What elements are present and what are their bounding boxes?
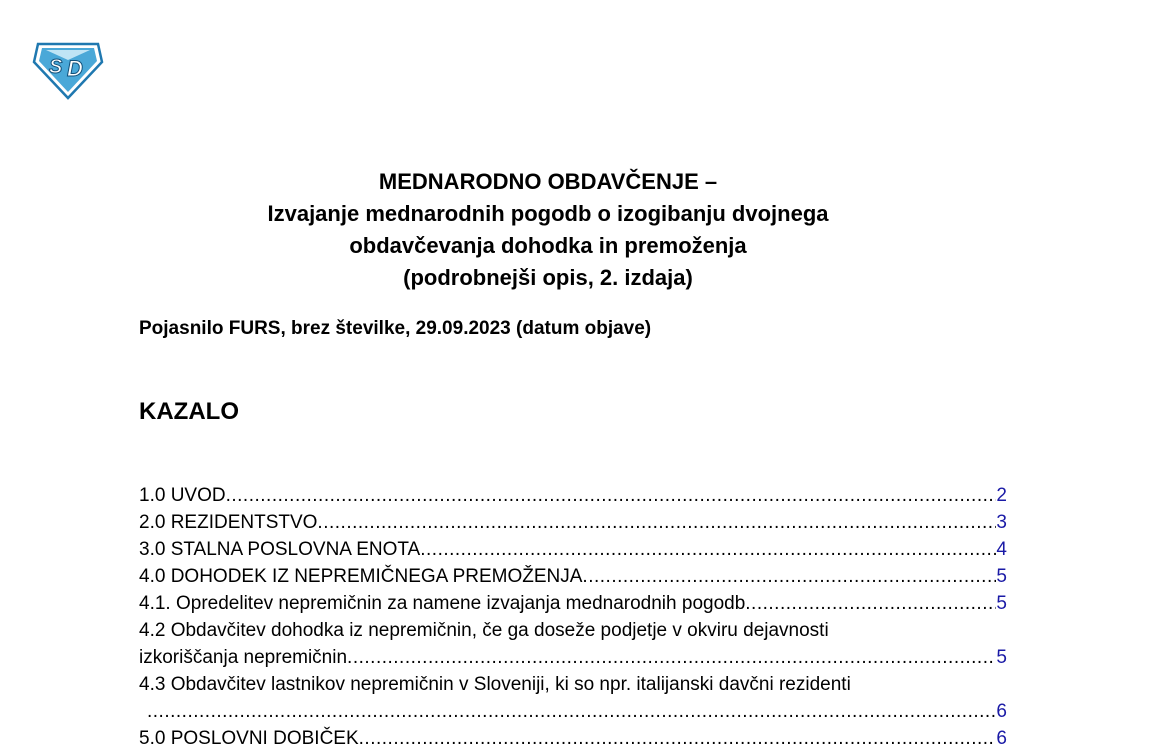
toc-item-obdavcitev-lastnikov[interactable] bbox=[139, 698, 1007, 725]
toc-item-label: 4.1. Opredelitev nepremičnin za namene izvajanja mednarodnih pogodb bbox=[139, 593, 746, 614]
toc-item-obdavcitev-dohodka[interactable] bbox=[139, 644, 1007, 671]
toc-item-poslovni-dobicek[interactable] bbox=[139, 725, 1007, 752]
toc-page-number[interactable]: 5 bbox=[996, 593, 1007, 614]
table-of-contents bbox=[139, 482, 1007, 752]
source-note: Pojasnilo FURS, brez številke, 29.09.2023 (datum objave) bbox=[139, 318, 652, 339]
toc-page-number[interactable]: 5 bbox=[996, 566, 1007, 587]
toc-page-number[interactable]: 2 bbox=[996, 485, 1007, 506]
diamond-logo-icon bbox=[32, 40, 104, 100]
toc-item-label: 2.0 REZIDENTSTVO bbox=[139, 512, 318, 533]
toc-leader bbox=[147, 698, 996, 725]
toc-leader bbox=[582, 563, 996, 590]
toc-leader bbox=[420, 536, 996, 563]
toc-leader bbox=[745, 590, 996, 617]
toc-item-uvod[interactable] bbox=[139, 482, 1007, 509]
toc-item-label: 1.0 UVOD bbox=[139, 485, 226, 506]
toc-item-obdavcitev-lastnikov-line1[interactable]: 4.3 Obdavčitev lastnikov nepremičnin v Sloveniji, ki so npr. italijanski davčni rezidenti bbox=[139, 674, 851, 695]
toc-item-dohodek-nepremicnega[interactable] bbox=[139, 563, 1007, 590]
title-line-2: Izvajanje mednarodnih pogodb o izogibanju dvojnega bbox=[267, 201, 829, 226]
title-line-4: (podrobnejši opis, 2. izdaja) bbox=[403, 265, 693, 290]
toc-leader bbox=[226, 482, 997, 509]
title-line-3: obdavčevanja dohodka in premoženja bbox=[349, 233, 747, 258]
toc-item-label: izkoriščanja nepremičnin bbox=[139, 647, 348, 668]
toc-leader bbox=[317, 509, 996, 536]
toc-item-stalna-poslovna-enota[interactable] bbox=[139, 536, 1007, 563]
toc-item-label: 5.0 POSLOVNI DOBIČEK bbox=[139, 728, 359, 749]
toc-page-number[interactable]: 6 bbox=[996, 728, 1007, 749]
toc-heading: KAZALO bbox=[139, 398, 239, 425]
toc-leader bbox=[359, 725, 997, 752]
toc-page-number[interactable]: 6 bbox=[996, 701, 1007, 722]
toc-item-label: 4.0 DOHODEK IZ NEPREMIČNEGA PREMOŽENJA bbox=[139, 566, 583, 587]
toc-item-opredelitev[interactable] bbox=[139, 590, 1007, 617]
svg-text:D: D bbox=[67, 56, 83, 81]
svg-text:S: S bbox=[49, 56, 63, 78]
toc-leader bbox=[347, 644, 996, 671]
toc-page-number[interactable]: 3 bbox=[996, 512, 1007, 533]
toc-page-number[interactable]: 4 bbox=[996, 539, 1007, 560]
document-title bbox=[0, 166, 1096, 294]
title-line-1: MEDNARODNO OBDAVČENJE – bbox=[378, 169, 718, 194]
toc-item-rezidentstvo[interactable] bbox=[139, 509, 1007, 536]
toc-page-number[interactable]: 5 bbox=[996, 647, 1007, 668]
toc-item-obdavcitev-dohodka-line1[interactable]: 4.2 Obdavčitev dohodka iz nepremičnin, če ga doseže podjetje v okviru dejavnosti bbox=[139, 620, 829, 641]
toc-item-label: 3.0 STALNA POSLOVNA ENOTA bbox=[139, 539, 421, 560]
